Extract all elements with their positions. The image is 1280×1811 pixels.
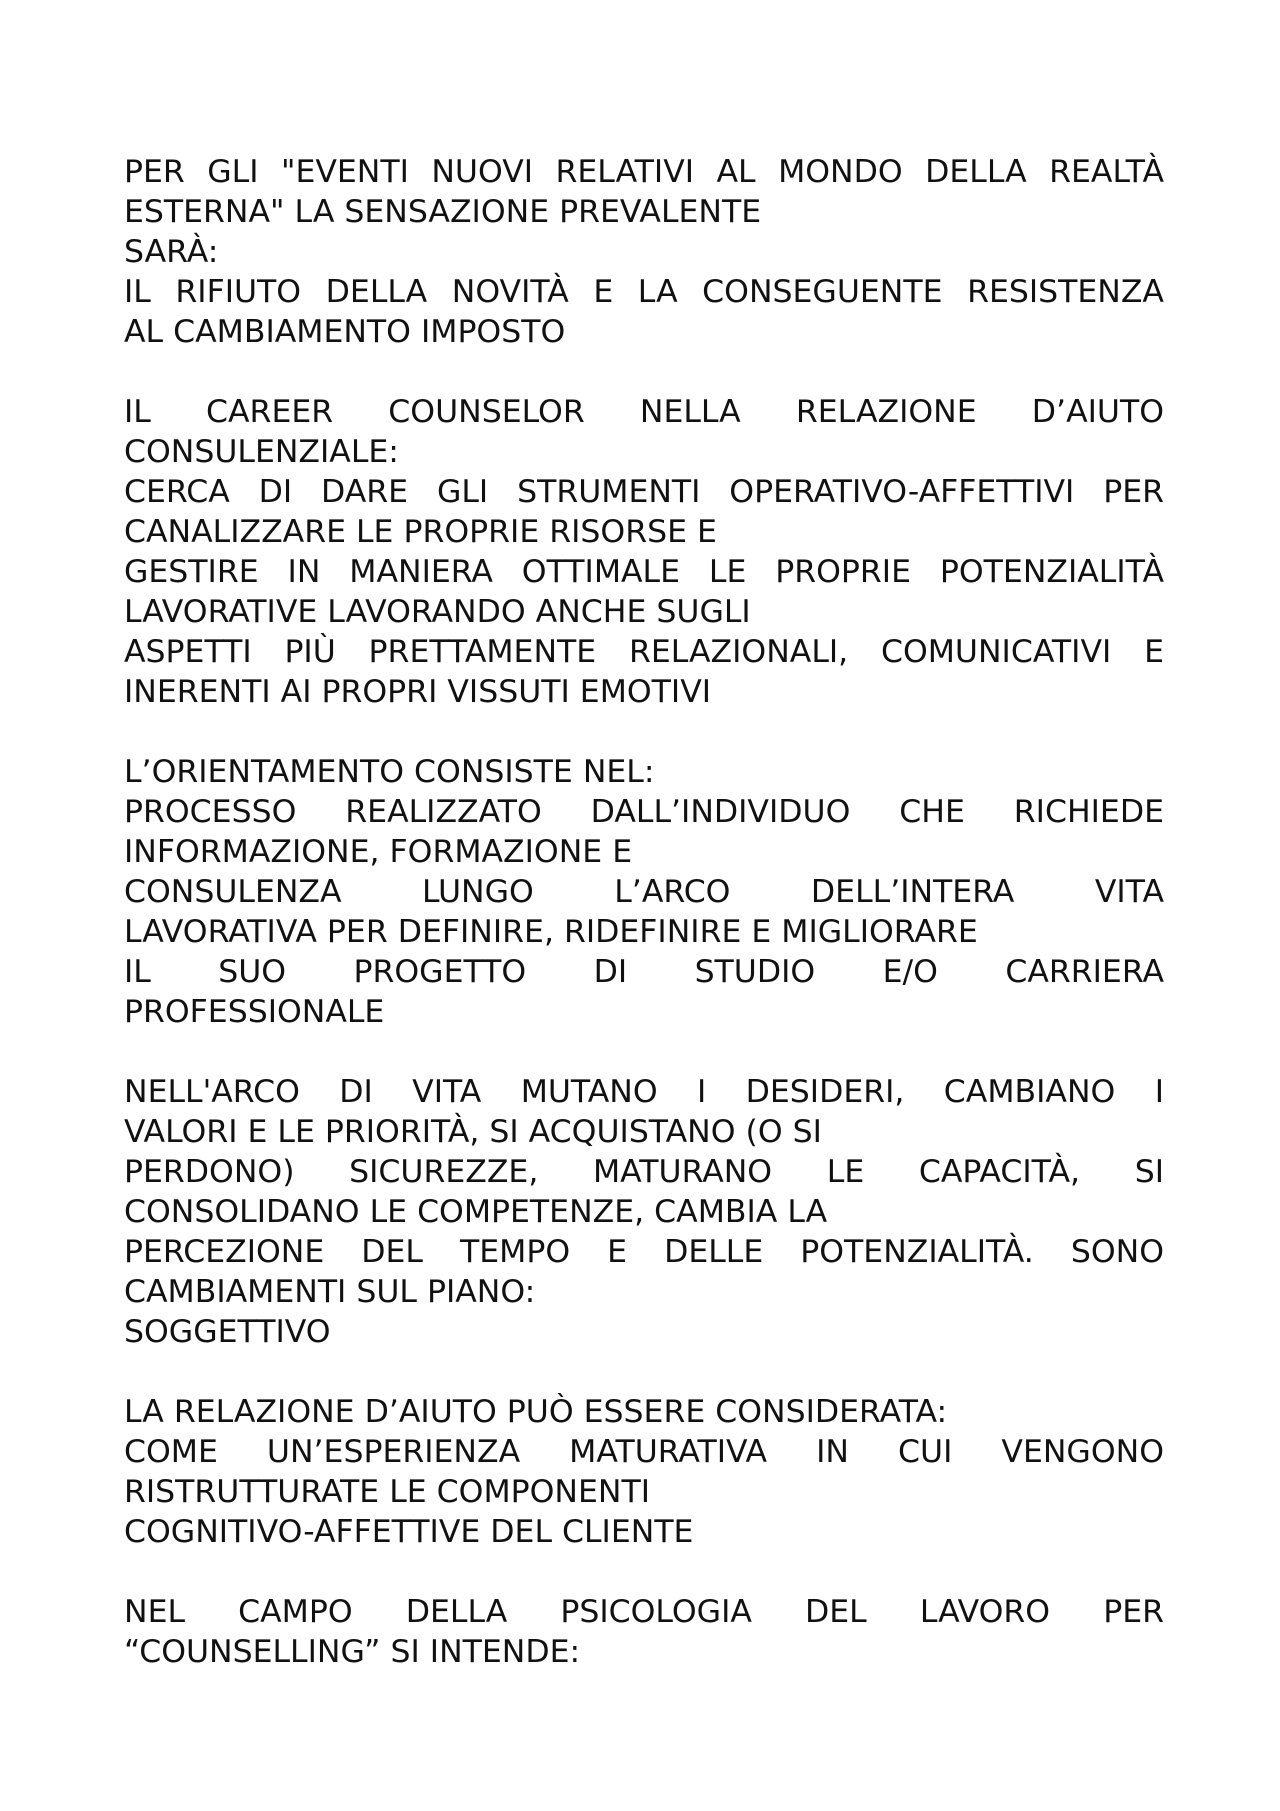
text-line: IL CAREER COUNSELOR NELLA RELAZIONE D’AIUTO: [124, 394, 1164, 430]
text-line: ESTERNA" LA SENSAZIONE PREVALENTE: [124, 194, 762, 230]
paragraph-career-counselor: [124, 392, 1164, 712]
text-line: PROFESSIONALE: [124, 994, 385, 1030]
paragraph-counselling: [124, 1592, 1164, 1672]
text-line: LAVORATIVA PER DEFINIRE, RIDEFINIRE E MIGLIORARE: [124, 914, 978, 950]
paragraph-arco-di-vita: [124, 1072, 1164, 1352]
text-line: PROCESSO REALIZZATO DALL’INDIVIDUO CHE RICHIEDE: [124, 794, 1164, 830]
text-line: NELL'ARCO DI VITA MUTANO I DESIDERI, CAMBIANO I: [124, 1074, 1164, 1110]
paragraph-eventi-nuovi: [124, 152, 1164, 352]
text-line: INERENTI AI PROPRI VISSUTI EMOTIVI: [124, 674, 712, 710]
text-line: CONSULENZIALE:: [124, 434, 399, 470]
text-line: VALORI E LE PRIORITÀ, SI ACQUISTANO (O SI: [124, 1114, 822, 1150]
paragraph-relazione-aiuto: [124, 1392, 1164, 1552]
text-line: AL CAMBIAMENTO IMPOSTO: [124, 314, 566, 350]
text-line: PER GLI "EVENTI NUOVI RELATIVI AL MONDO DELLA REALTÀ: [124, 154, 1164, 190]
text-line: LA RELAZIONE D’AIUTO PUÒ ESSERE CONSIDERATA:: [124, 1394, 948, 1430]
text-line: RISTRUTTURATE LE COMPONENTI: [124, 1474, 650, 1510]
text-line: CAMBIAMENTI SUL PIANO:: [124, 1274, 536, 1310]
text-line: IL RIFIUTO DELLA NOVITÀ E LA CONSEGUENTE RESISTENZA: [124, 274, 1164, 310]
text-line: CONSULENZA LUNGO L’ARCO DELL’INTERA VITA: [124, 874, 1164, 910]
text-line: L’ORIENTAMENTO CONSISTE NEL:: [124, 754, 655, 790]
text-line: CONSOLIDANO LE COMPETENZE, CAMBIA LA: [124, 1194, 828, 1230]
text-line: NEL CAMPO DELLA PSICOLOGIA DEL LAVORO PER: [124, 1594, 1164, 1630]
text-line: INFORMAZIONE, FORMAZIONE E: [124, 834, 633, 870]
text-line: IL SUO PROGETTO DI STUDIO E/O CARRIERA: [124, 954, 1164, 990]
text-line: SOGGETTIVO: [124, 1314, 331, 1350]
text-line: “COUNSELLING” SI INTENDE:: [124, 1634, 581, 1670]
paragraph-orientamento: [124, 752, 1164, 1032]
text-line: ASPETTI PIÙ PRETTAMENTE RELAZIONALI, COMUNICATIVI E: [124, 634, 1164, 670]
text-line: COGNITIVO-AFFETTIVE DEL CLIENTE: [124, 1514, 694, 1550]
text-line: CERCA DI DARE GLI STRUMENTI OPERATIVO-AFFETTIVI PER: [124, 474, 1164, 510]
text-line: CANALIZZARE LE PROPRIE RISORSE E: [124, 514, 717, 550]
text-line: LAVORATIVE LAVORANDO ANCHE SUGLI: [124, 594, 751, 630]
text-line: GESTIRE IN MANIERA OTTIMALE LE PROPRIE POTENZIALITÀ: [124, 554, 1164, 590]
document-body: [124, 152, 1164, 1712]
text-line: COME UN’ESPERIENZA MATURATIVA IN CUI VENGONO: [124, 1434, 1164, 1470]
text-line: SARÀ:: [124, 234, 219, 270]
text-line: PERDONO) SICUREZZE, MATURANO LE CAPACITÀ, SI: [124, 1154, 1164, 1190]
text-line: PERCEZIONE DEL TEMPO E DELLE POTENZIALITÀ. SONO: [124, 1234, 1164, 1270]
